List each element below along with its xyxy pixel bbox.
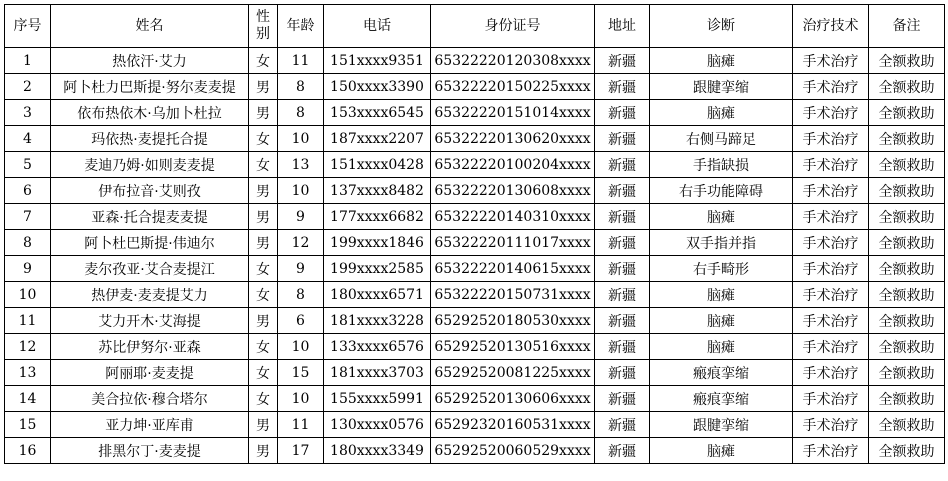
cell-phone: 199xxxx2585	[324, 256, 431, 282]
cell-age: 6	[278, 308, 324, 334]
cell-name: 苏比伊努尔·亚森	[51, 334, 249, 360]
cell-remarks: 全额救助	[869, 256, 945, 282]
cell-phone: 181xxxx3703	[324, 360, 431, 386]
cell-seq: 16	[5, 438, 51, 464]
cell-diagnosis: 跟腱挛缩	[650, 74, 793, 100]
cell-gender: 女	[249, 360, 278, 386]
table-row	[5, 256, 945, 282]
cell-treatment: 手术治疗	[793, 334, 869, 360]
cell-treatment: 手术治疗	[793, 48, 869, 74]
cell-seq: 15	[5, 412, 51, 438]
cell-address: 新疆	[595, 438, 650, 464]
table-row	[5, 100, 945, 126]
cell-gender: 男	[249, 412, 278, 438]
cell-name: 艾力开木·艾海提	[51, 308, 249, 334]
cell-phone: 180xxxx3349	[324, 438, 431, 464]
cell-diagnosis: 脑瘫	[650, 282, 793, 308]
cell-name: 亚森·托合提麦麦提	[51, 204, 249, 230]
cell-remarks: 全额救助	[869, 438, 945, 464]
cell-seq: 2	[5, 74, 51, 100]
cell-address: 新疆	[595, 282, 650, 308]
cell-seq: 14	[5, 386, 51, 412]
cell-id-number: 65322220130608xxxx	[431, 178, 595, 204]
cell-address: 新疆	[595, 308, 650, 334]
cell-diagnosis: 脑瘫	[650, 100, 793, 126]
cell-gender: 女	[249, 386, 278, 412]
cell-seq: 13	[5, 360, 51, 386]
cell-gender: 女	[249, 48, 278, 74]
cell-phone: 133xxxx6576	[324, 334, 431, 360]
cell-diagnosis: 右侧马蹄足	[650, 126, 793, 152]
cell-treatment: 手术治疗	[793, 386, 869, 412]
cell-name: 阿丽耶·麦麦提	[51, 360, 249, 386]
cell-gender: 男	[249, 100, 278, 126]
cell-treatment: 手术治疗	[793, 438, 869, 464]
cell-treatment: 手术治疗	[793, 178, 869, 204]
cell-remarks: 全额救助	[869, 334, 945, 360]
cell-remarks: 全额救助	[869, 126, 945, 152]
cell-name: 玛依热·麦提托合提	[51, 126, 249, 152]
cell-seq: 7	[5, 204, 51, 230]
cell-remarks: 全额救助	[869, 282, 945, 308]
header-seq: 序号	[5, 5, 51, 48]
cell-id-number: 65322220151014xxxx	[431, 100, 595, 126]
cell-age: 8	[278, 282, 324, 308]
cell-id-number: 65292520060529xxxx	[431, 438, 595, 464]
cell-seq: 5	[5, 152, 51, 178]
cell-name: 麦尔孜亚·艾合麦提江	[51, 256, 249, 282]
cell-treatment: 手术治疗	[793, 152, 869, 178]
table-row	[5, 412, 945, 438]
cell-name: 热依汗·艾力	[51, 48, 249, 74]
cell-remarks: 全额救助	[869, 48, 945, 74]
cell-treatment: 手术治疗	[793, 256, 869, 282]
cell-phone: 151xxxx0428	[324, 152, 431, 178]
cell-id-number: 65322220120308xxxx	[431, 48, 595, 74]
patient-table	[4, 4, 945, 464]
table-row	[5, 360, 945, 386]
table-row	[5, 48, 945, 74]
cell-age: 10	[278, 334, 324, 360]
cell-name: 麦迪乃姆·如则麦麦提	[51, 152, 249, 178]
cell-seq: 9	[5, 256, 51, 282]
table-row	[5, 204, 945, 230]
cell-gender: 女	[249, 256, 278, 282]
cell-address: 新疆	[595, 178, 650, 204]
cell-name: 排黑尔丁·麦麦提	[51, 438, 249, 464]
cell-seq: 1	[5, 48, 51, 74]
cell-seq: 4	[5, 126, 51, 152]
cell-diagnosis: 脑瘫	[650, 438, 793, 464]
cell-remarks: 全额救助	[869, 412, 945, 438]
cell-phone: 180xxxx6571	[324, 282, 431, 308]
cell-name: 亚力坤·亚库甫	[51, 412, 249, 438]
cell-seq: 11	[5, 308, 51, 334]
table-row	[5, 230, 945, 256]
cell-phone: 177xxxx6682	[324, 204, 431, 230]
table-row	[5, 308, 945, 334]
cell-address: 新疆	[595, 230, 650, 256]
cell-remarks: 全额救助	[869, 230, 945, 256]
cell-diagnosis: 瘢痕挛缩	[650, 386, 793, 412]
cell-age: 10	[278, 386, 324, 412]
cell-treatment: 手术治疗	[793, 282, 869, 308]
cell-address: 新疆	[595, 256, 650, 282]
table-row	[5, 386, 945, 412]
cell-treatment: 手术治疗	[793, 412, 869, 438]
cell-id-number: 65292320160531xxxx	[431, 412, 595, 438]
header-treatment: 治疗技术	[793, 5, 869, 48]
cell-phone: 137xxxx8482	[324, 178, 431, 204]
cell-seq: 12	[5, 334, 51, 360]
header-row	[5, 5, 945, 48]
cell-diagnosis: 脑瘫	[650, 308, 793, 334]
cell-diagnosis: 瘢痕挛缩	[650, 360, 793, 386]
cell-treatment: 手术治疗	[793, 74, 869, 100]
cell-treatment: 手术治疗	[793, 126, 869, 152]
header-phone: 电话	[324, 5, 431, 48]
cell-name: 热伊麦·麦麦提艾力	[51, 282, 249, 308]
cell-address: 新疆	[595, 126, 650, 152]
cell-id-number: 65292520081225xxxx	[431, 360, 595, 386]
cell-gender: 男	[249, 204, 278, 230]
cell-treatment: 手术治疗	[793, 100, 869, 126]
table-row	[5, 74, 945, 100]
cell-address: 新疆	[595, 100, 650, 126]
header-name: 姓名	[51, 5, 249, 48]
cell-id-number: 65322220100204xxxx	[431, 152, 595, 178]
cell-age: 11	[278, 412, 324, 438]
cell-diagnosis: 脑瘫	[650, 204, 793, 230]
cell-age: 8	[278, 100, 324, 126]
cell-age: 9	[278, 256, 324, 282]
cell-remarks: 全额救助	[869, 178, 945, 204]
cell-diagnosis: 脑瘫	[650, 48, 793, 74]
cell-name: 阿卜杜巴斯提·伟迪尔	[51, 230, 249, 256]
cell-address: 新疆	[595, 48, 650, 74]
cell-id-number: 65322220140615xxxx	[431, 256, 595, 282]
cell-phone: 199xxxx1846	[324, 230, 431, 256]
header-age: 年龄	[278, 5, 324, 48]
cell-phone: 130xxxx0576	[324, 412, 431, 438]
cell-remarks: 全额救助	[869, 152, 945, 178]
cell-age: 17	[278, 438, 324, 464]
cell-phone: 187xxxx2207	[324, 126, 431, 152]
cell-gender: 男	[249, 74, 278, 100]
table-row	[5, 438, 945, 464]
header-address: 地址	[595, 5, 650, 48]
cell-remarks: 全额救助	[869, 308, 945, 334]
cell-gender: 女	[249, 334, 278, 360]
cell-phone: 151xxxx9351	[324, 48, 431, 74]
cell-gender: 男	[249, 308, 278, 334]
cell-treatment: 手术治疗	[793, 308, 869, 334]
cell-name: 依布热依木·乌加卜杜拉	[51, 100, 249, 126]
cell-seq: 10	[5, 282, 51, 308]
cell-id-number: 65322220130620xxxx	[431, 126, 595, 152]
header-id-number: 身份证号	[431, 5, 595, 48]
cell-treatment: 手术治疗	[793, 230, 869, 256]
cell-age: 8	[278, 74, 324, 100]
cell-id-number: 65322220150225xxxx	[431, 74, 595, 100]
cell-address: 新疆	[595, 334, 650, 360]
cell-gender: 男	[249, 230, 278, 256]
header-diagnosis: 诊断	[650, 5, 793, 48]
cell-address: 新疆	[595, 204, 650, 230]
cell-remarks: 全额救助	[869, 100, 945, 126]
cell-id-number: 65322220111017xxxx	[431, 230, 595, 256]
cell-diagnosis: 右手功能障碍	[650, 178, 793, 204]
header-remarks: 备注	[869, 5, 945, 48]
cell-phone: 150xxxx3390	[324, 74, 431, 100]
table-row	[5, 152, 945, 178]
cell-diagnosis: 双手指并指	[650, 230, 793, 256]
cell-remarks: 全额救助	[869, 74, 945, 100]
cell-remarks: 全额救助	[869, 360, 945, 386]
cell-gender: 女	[249, 126, 278, 152]
table-row	[5, 282, 945, 308]
cell-gender: 女	[249, 282, 278, 308]
cell-diagnosis: 脑瘫	[650, 334, 793, 360]
cell-age: 11	[278, 48, 324, 74]
cell-diagnosis: 跟腱挛缩	[650, 412, 793, 438]
table-body	[5, 48, 945, 464]
cell-gender: 男	[249, 438, 278, 464]
header-gender-label: 性别	[256, 9, 270, 42]
cell-seq: 6	[5, 178, 51, 204]
cell-id-number: 65292520130516xxxx	[431, 334, 595, 360]
header-gender	[249, 5, 278, 48]
cell-treatment: 手术治疗	[793, 360, 869, 386]
cell-seq: 3	[5, 100, 51, 126]
cell-address: 新疆	[595, 386, 650, 412]
cell-diagnosis: 右手畸形	[650, 256, 793, 282]
cell-remarks: 全额救助	[869, 204, 945, 230]
cell-diagnosis: 手指缺损	[650, 152, 793, 178]
table-row	[5, 178, 945, 204]
cell-treatment: 手术治疗	[793, 204, 869, 230]
cell-phone: 181xxxx3228	[324, 308, 431, 334]
cell-address: 新疆	[595, 152, 650, 178]
cell-id-number: 65322220150731xxxx	[431, 282, 595, 308]
cell-age: 10	[278, 178, 324, 204]
cell-age: 12	[278, 230, 324, 256]
cell-id-number: 65322220140310xxxx	[431, 204, 595, 230]
cell-name: 伊布拉音·艾则孜	[51, 178, 249, 204]
cell-id-number: 65292520130606xxxx	[431, 386, 595, 412]
cell-address: 新疆	[595, 74, 650, 100]
cell-phone: 153xxxx6545	[324, 100, 431, 126]
table-row	[5, 334, 945, 360]
cell-phone: 155xxxx5991	[324, 386, 431, 412]
cell-address: 新疆	[595, 360, 650, 386]
cell-name: 阿卜杜力巴斯提·努尔麦麦提	[51, 74, 249, 100]
cell-gender: 女	[249, 152, 278, 178]
cell-age: 13	[278, 152, 324, 178]
cell-gender: 男	[249, 178, 278, 204]
cell-id-number: 65292520180530xxxx	[431, 308, 595, 334]
cell-age: 9	[278, 204, 324, 230]
cell-age: 10	[278, 126, 324, 152]
cell-seq: 8	[5, 230, 51, 256]
cell-address: 新疆	[595, 412, 650, 438]
cell-age: 15	[278, 360, 324, 386]
cell-remarks: 全额救助	[869, 386, 945, 412]
table-row	[5, 126, 945, 152]
cell-name: 美合拉依·穆合塔尔	[51, 386, 249, 412]
